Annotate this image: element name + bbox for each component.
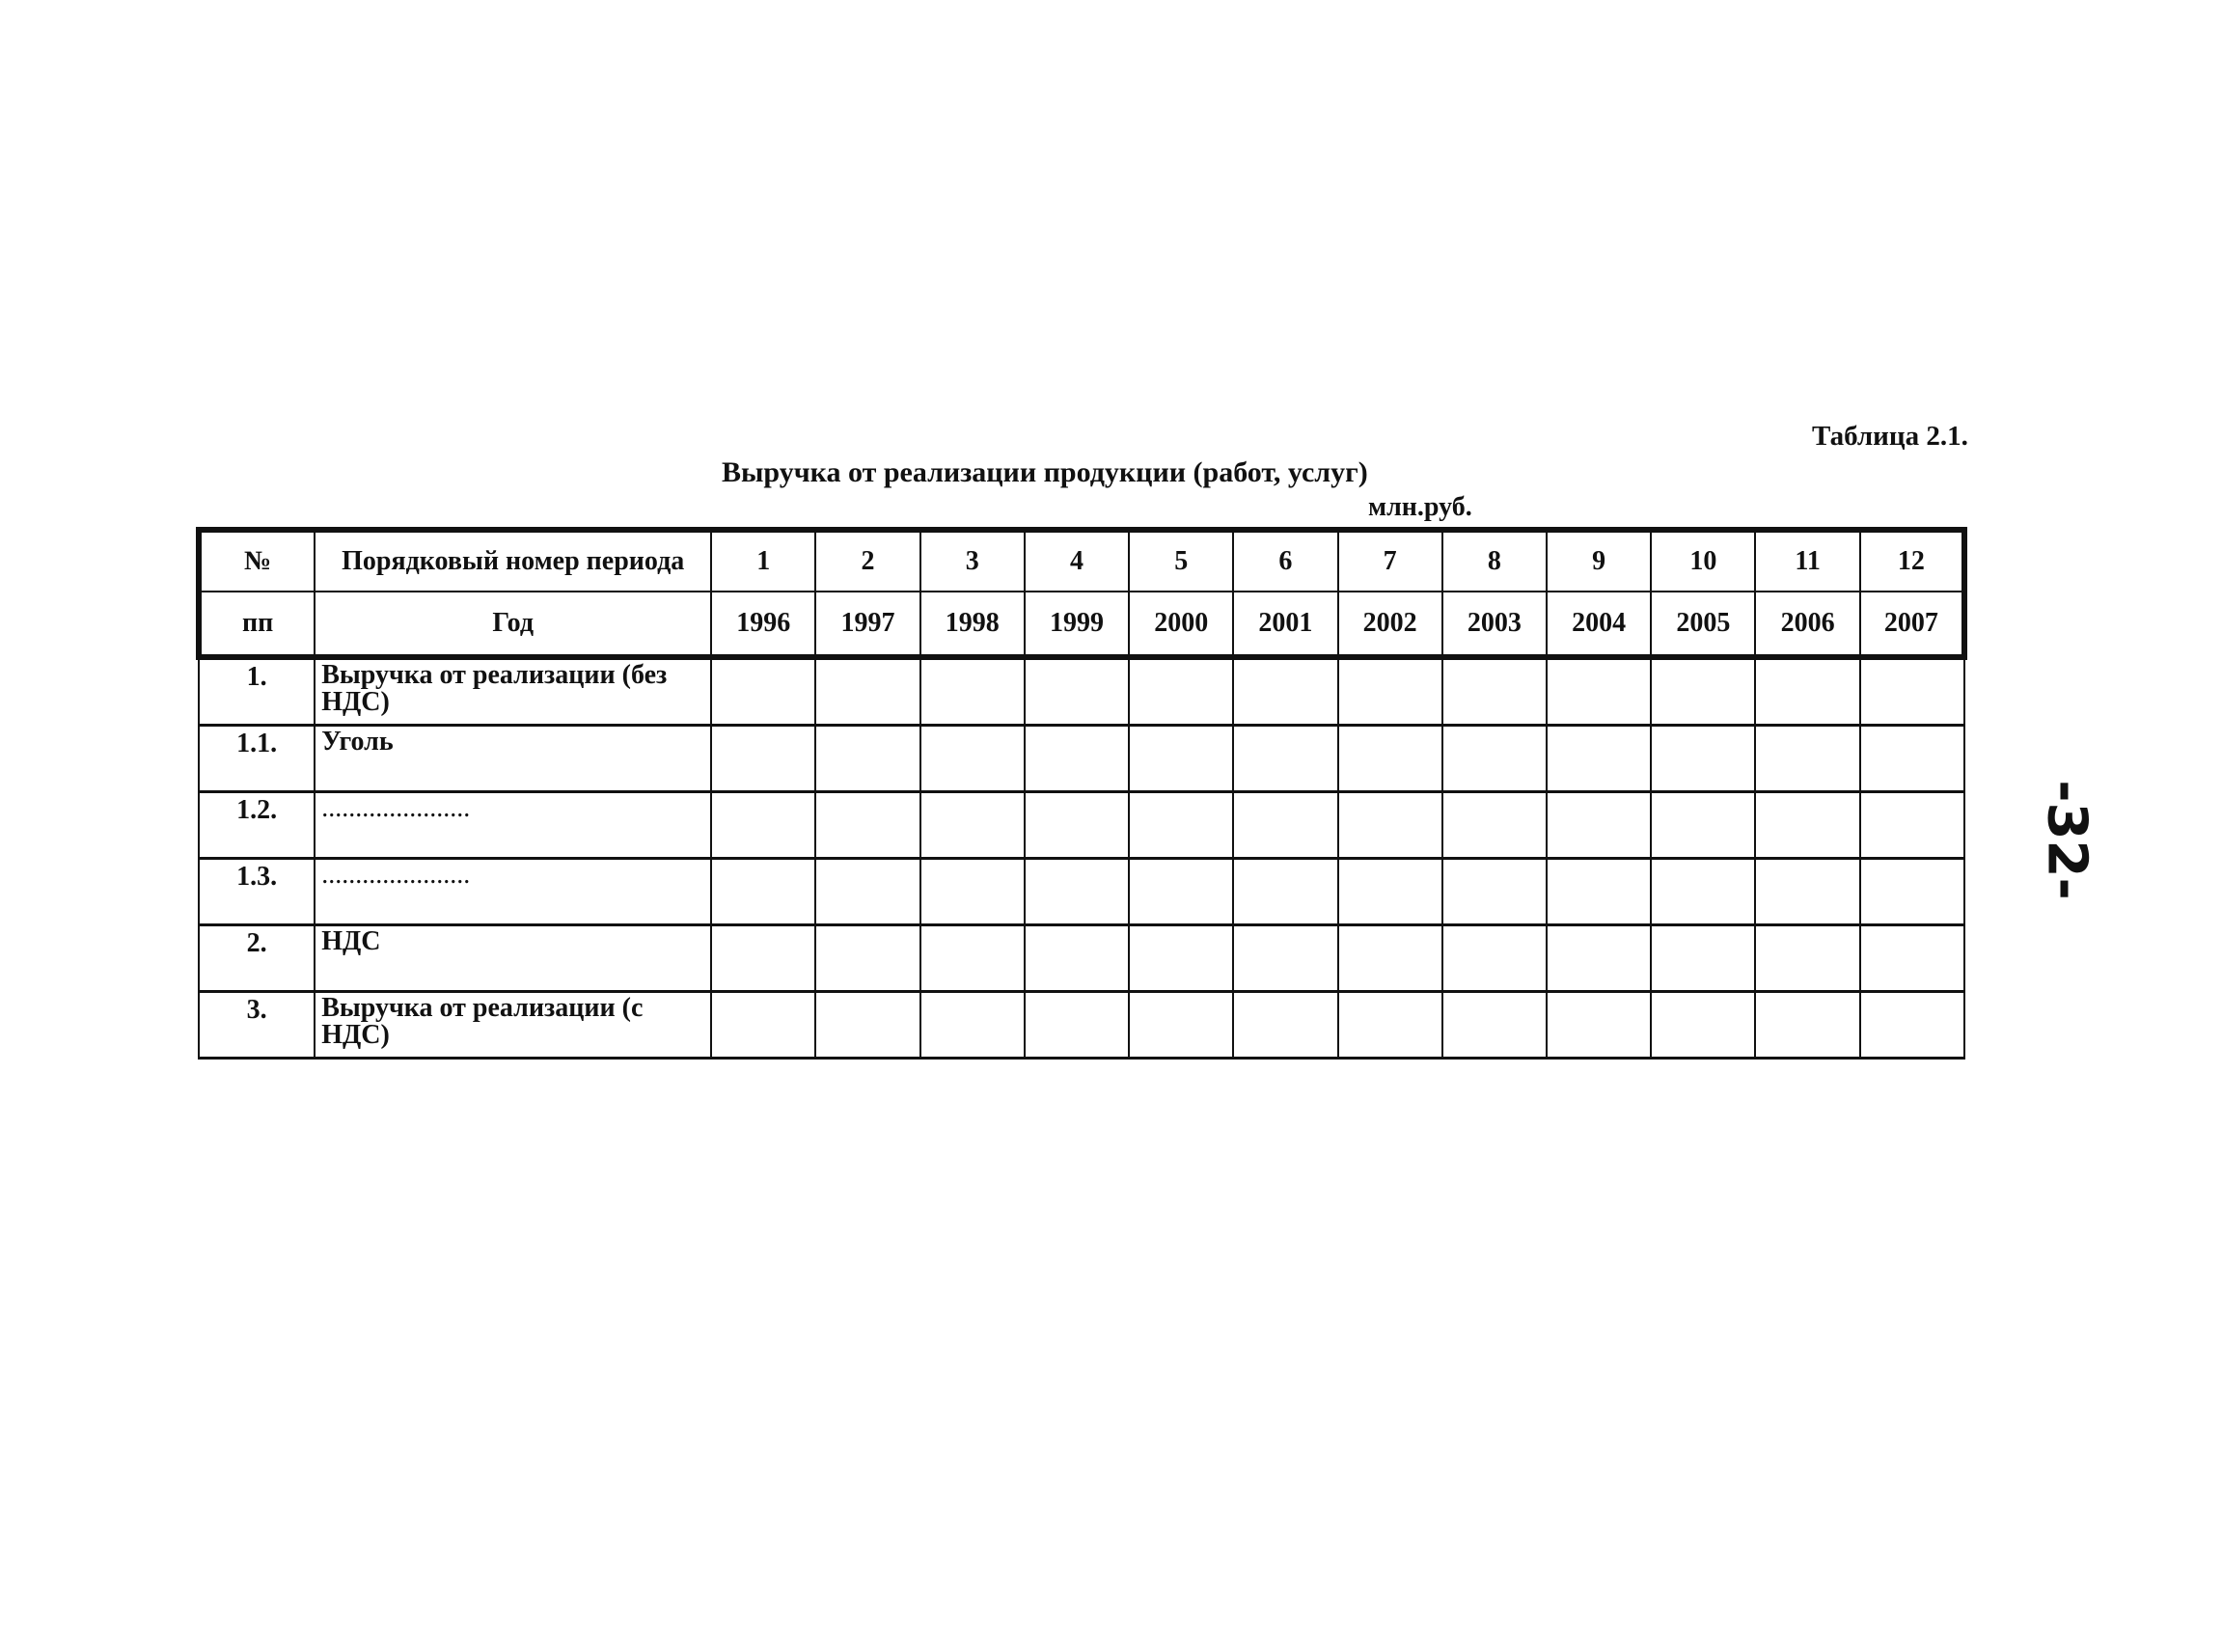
data-cell	[711, 657, 815, 726]
data-cell	[1755, 992, 1859, 1059]
units-label: млн.руб.	[1368, 492, 1472, 522]
data-cell	[1651, 726, 1755, 792]
data-cell	[1755, 792, 1859, 859]
period-number-cell: 6	[1233, 530, 1337, 592]
year-cell: 1998	[920, 592, 1025, 657]
data-cell	[711, 726, 815, 792]
data-cell	[1860, 859, 1964, 925]
data-cell	[1233, 992, 1337, 1059]
revenue-table	[196, 527, 1967, 1060]
data-cell	[1233, 657, 1337, 726]
data-cell	[1129, 859, 1233, 925]
data-cell	[920, 657, 1025, 726]
year-cell: 2003	[1442, 592, 1547, 657]
data-cell	[1233, 925, 1337, 992]
year-cell: 2005	[1651, 592, 1755, 657]
row-label: Уголь	[315, 726, 711, 792]
year-cell: 2001	[1233, 592, 1337, 657]
data-cell	[1755, 925, 1859, 992]
year-cell: 2000	[1129, 592, 1233, 657]
data-cell	[815, 657, 919, 726]
data-cell	[1338, 657, 1442, 726]
row-number: 2.	[199, 925, 315, 992]
header-pp-cell: пп	[199, 592, 315, 657]
header-period-row	[199, 530, 1964, 592]
table-row	[199, 992, 1964, 1059]
data-cell	[1129, 792, 1233, 859]
period-number-cell: 12	[1860, 530, 1964, 592]
year-cell: 2002	[1338, 592, 1442, 657]
data-cell	[1547, 726, 1651, 792]
year-cell: 2006	[1755, 592, 1859, 657]
data-cell	[1860, 657, 1964, 726]
period-number-cell: 8	[1442, 530, 1547, 592]
row-label: Выручка от реализации (без НДС)	[315, 657, 711, 726]
page-number: -32-	[2035, 780, 2099, 900]
period-number-cell: 11	[1755, 530, 1859, 592]
year-cell: 2004	[1547, 592, 1651, 657]
data-cell	[1129, 657, 1233, 726]
data-cell	[1233, 726, 1337, 792]
data-cell	[1025, 859, 1129, 925]
period-number-cell: 4	[1025, 530, 1129, 592]
period-number-cell: 9	[1547, 530, 1651, 592]
period-number-cell: 1	[711, 530, 815, 592]
data-cell	[1755, 859, 1859, 925]
header-period-label: Порядковый номер периода	[315, 530, 711, 592]
period-number-cell: 7	[1338, 530, 1442, 592]
data-cell	[1025, 925, 1129, 992]
header-no-cell: №	[199, 530, 315, 592]
data-cell	[1025, 992, 1129, 1059]
data-cell	[1442, 992, 1547, 1059]
data-cell	[815, 925, 919, 992]
data-cell	[1547, 657, 1651, 726]
data-cell	[815, 992, 919, 1059]
data-cell	[1860, 792, 1964, 859]
data-cell	[1651, 792, 1755, 859]
data-cell	[1338, 925, 1442, 992]
data-cell	[920, 792, 1025, 859]
year-cell: 2007	[1860, 592, 1964, 657]
data-cell	[1860, 726, 1964, 792]
period-number-cell: 5	[1129, 530, 1233, 592]
data-cell	[1755, 726, 1859, 792]
data-cell	[1442, 859, 1547, 925]
row-number: 1.1.	[199, 726, 315, 792]
data-cell	[1651, 992, 1755, 1059]
data-cell	[920, 726, 1025, 792]
data-cell	[711, 859, 815, 925]
year-cell: 1996	[711, 592, 815, 657]
data-cell	[1547, 992, 1651, 1059]
row-label: Выручка от реализации (с НДС)	[315, 992, 711, 1059]
data-cell	[1860, 925, 1964, 992]
data-cell	[1547, 792, 1651, 859]
table-row	[199, 657, 1964, 726]
data-cell	[920, 859, 1025, 925]
year-cell: 1997	[815, 592, 919, 657]
data-cell	[711, 992, 815, 1059]
row-label: НДС	[315, 925, 711, 992]
row-number: 1.	[199, 657, 315, 726]
data-cell	[1442, 657, 1547, 726]
data-cell	[1651, 657, 1755, 726]
data-cell	[1025, 726, 1129, 792]
table-row	[199, 925, 1964, 992]
data-cell	[1755, 657, 1859, 726]
data-cell	[1233, 792, 1337, 859]
data-cell	[815, 792, 919, 859]
data-cell	[1233, 859, 1337, 925]
header-year-label: Год	[315, 592, 711, 657]
table-row	[199, 859, 1964, 925]
row-number: 3.	[199, 992, 315, 1059]
header-year-row	[199, 592, 1964, 657]
data-cell	[1338, 992, 1442, 1059]
data-cell	[815, 859, 919, 925]
data-cell	[1651, 859, 1755, 925]
table-label: Таблица 2.1.	[1812, 421, 1968, 452]
data-cell	[711, 792, 815, 859]
table-title: Выручка от реализации продукции (работ, услуг)	[722, 456, 1368, 488]
data-cell	[1129, 925, 1233, 992]
period-number-cell: 10	[1651, 530, 1755, 592]
data-cell	[1442, 925, 1547, 992]
data-cell	[1129, 726, 1233, 792]
data-cell	[1547, 925, 1651, 992]
table-row	[199, 726, 1964, 792]
data-cell	[1025, 792, 1129, 859]
data-cell	[920, 992, 1025, 1059]
period-number-cell: 3	[920, 530, 1025, 592]
row-label: ......................	[315, 859, 711, 925]
data-cell	[1651, 925, 1755, 992]
data-cell	[711, 925, 815, 992]
data-cell	[1129, 992, 1233, 1059]
data-cell	[815, 726, 919, 792]
data-cell	[1338, 859, 1442, 925]
data-cell	[1442, 726, 1547, 792]
row-number: 1.2.	[199, 792, 315, 859]
year-cell: 1999	[1025, 592, 1129, 657]
period-number-cell: 2	[815, 530, 919, 592]
data-cell	[1860, 992, 1964, 1059]
row-label: ......................	[315, 792, 711, 859]
data-cell	[1442, 792, 1547, 859]
data-cell	[920, 925, 1025, 992]
row-number: 1.3.	[199, 859, 315, 925]
data-cell	[1338, 726, 1442, 792]
data-cell	[1338, 792, 1442, 859]
data-cell	[1547, 859, 1651, 925]
data-cell	[1025, 657, 1129, 726]
table-row	[199, 792, 1964, 859]
